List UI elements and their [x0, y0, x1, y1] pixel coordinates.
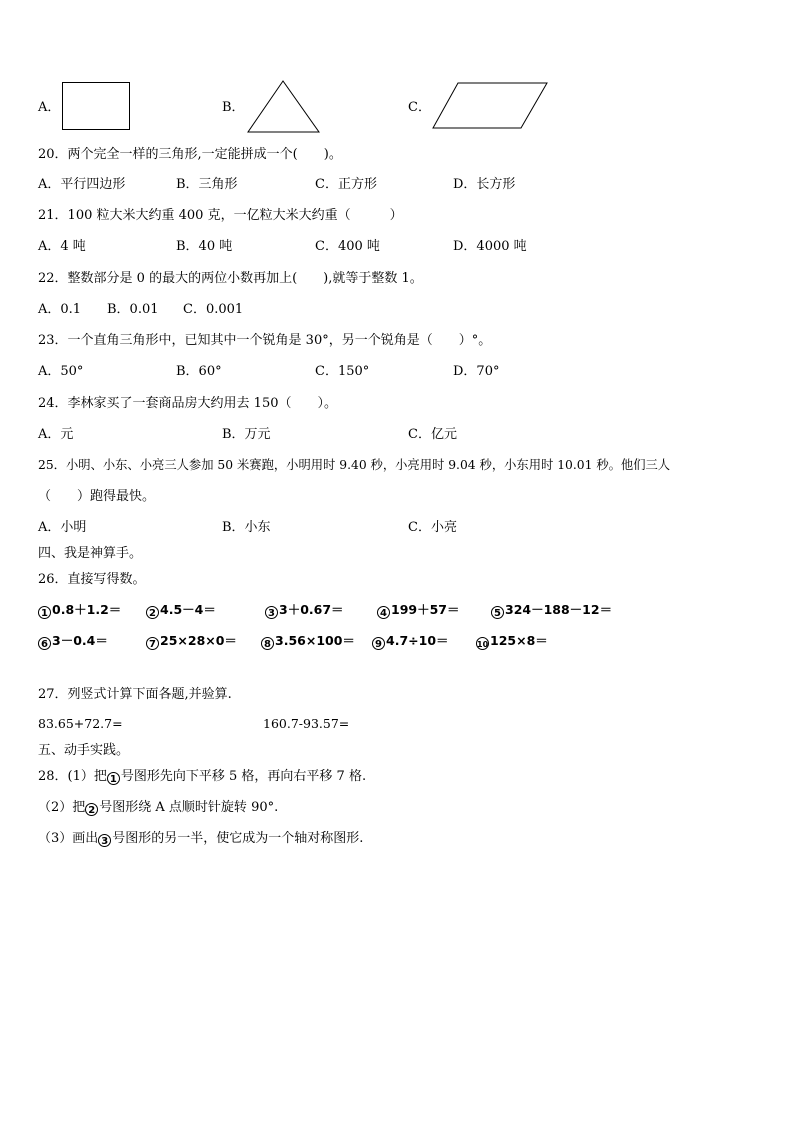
q26-item-6 — [38, 635, 108, 650]
q21-option-a: A．4 吨 — [38, 239, 86, 254]
triangle-figure — [247, 80, 321, 134]
q21-option-b: B．40 吨 — [176, 239, 233, 254]
circled-number: 3 — [98, 834, 111, 847]
circled-number: 4 — [377, 606, 390, 619]
q21-option-d: D．4000 吨 — [453, 239, 527, 254]
circled-number: 5 — [491, 606, 504, 619]
q26-expression: 199＋57＝ — [391, 602, 460, 617]
q19-option-b-label: B． — [222, 100, 245, 115]
q23-stem: 23．一个直角三角形中，已知其中一个锐角是 30°，另一个锐角是（ ）°。 — [38, 333, 492, 348]
q20-option-b: B．三角形 — [176, 177, 238, 192]
q26-item-4 — [377, 604, 460, 619]
q26-expression: 3.56×100＝ — [275, 633, 355, 648]
q25-option-b: B．小东 — [222, 520, 271, 535]
q26-item-7 — [146, 635, 237, 650]
q28-line1 — [38, 770, 366, 785]
circled-number: 10 — [476, 637, 489, 650]
q20-option-d: D．长方形 — [453, 177, 516, 192]
q23-option-b: B．60° — [176, 364, 222, 379]
q26-item-9 — [372, 635, 449, 650]
q28-line1-text: 号图形先向下平移 5 格，再向右平移 7 格. — [120, 769, 367, 784]
q25-stem-line1: 25．小明、小东、小亮三人参加 50 米赛跑，小明用时 9.40 秒，小亮用时 9.04 秒，小东用时 10.01 秒。他们三人 — [38, 458, 671, 472]
circled-number: 3 — [265, 606, 278, 619]
circled-number: 2 — [146, 606, 159, 619]
q22-option-a: A．0.1 — [38, 302, 82, 317]
q20-option-c: C．正方形 — [315, 177, 377, 192]
q26-item-5 — [491, 604, 612, 619]
q28-line3 — [38, 832, 363, 847]
q23-option-a: A．50° — [38, 364, 84, 379]
circled-number: 1 — [107, 772, 120, 785]
q26-item-10 — [476, 635, 548, 650]
q28-line2 — [38, 801, 278, 816]
circled-number: 6 — [38, 637, 51, 650]
q26-expression: 125×8＝ — [490, 633, 548, 648]
q25-option-a: A．小明 — [38, 520, 87, 535]
q25-option-c: C．小亮 — [408, 520, 457, 535]
q23-option-c: C．150° — [315, 364, 370, 379]
q26-expression: 0.8＋1.2＝ — [52, 602, 122, 617]
circled-number: 9 — [372, 637, 385, 650]
q26-expression: 4.7÷10＝ — [386, 633, 449, 648]
q26-item-2 — [146, 604, 216, 619]
q25-stem-line2: （ ）跑得最快。 — [38, 489, 156, 504]
q24-option-b: B．万元 — [222, 427, 271, 442]
circled-number: 8 — [261, 637, 274, 650]
q27-item-1: 83.65+72.7= — [38, 716, 123, 731]
q22-option-b: B．0.01 — [107, 302, 159, 317]
q22-stem: 22．整数部分是 0 的最大的两位小数再加上( ),就等于整数 1。 — [38, 271, 423, 286]
q21-stem: 21．100 粒大米大约重 400 克，一亿粒大米大约重（ ） — [38, 208, 403, 223]
q28-line1-prefix: 28．(1）把 — [38, 769, 107, 784]
q26-expression: 3＋0.67＝ — [279, 602, 344, 617]
q28-line3-text: 号图形的另一半，使它成为一个轴对称图形. — [112, 831, 364, 846]
rectangle-figure — [62, 82, 132, 132]
q20-option-a: A．平行四边形 — [38, 177, 126, 192]
circled-number: 2 — [85, 803, 98, 816]
q28-line2-text: 号图形绕 A 点顺时针旋转 90°. — [99, 800, 279, 815]
q28-line2-prefix: （2）把 — [38, 800, 86, 815]
q26-expression: 4.5－4＝ — [160, 602, 216, 617]
q24-option-a: A．元 — [38, 427, 74, 442]
q21-option-c: C．400 吨 — [315, 239, 380, 254]
q27-item-2: 160.7-93.57= — [263, 716, 350, 731]
section-5-heading: 五、动手实践。 — [38, 743, 130, 758]
q19-option-c-label: C． — [408, 100, 431, 115]
parallelogram-figure — [432, 82, 550, 130]
q24-option-c: C．亿元 — [408, 427, 457, 442]
q27-stem: 27．列竖式计算下面各题,并验算. — [38, 687, 232, 702]
q22-option-c: C．0.001 — [183, 302, 244, 317]
q28-line3-prefix: （3）画出 — [38, 831, 99, 846]
circled-number: 7 — [146, 637, 159, 650]
q19-option-a-label: A． — [38, 100, 61, 115]
q23-option-d: D．70° — [453, 364, 500, 379]
q26-expression: 25×28×0＝ — [160, 633, 237, 648]
section-4-heading: 四、我是神算手。 — [38, 546, 143, 561]
q20-stem: 20．两个完全一样的三角形,一定能拼成一个( )。 — [38, 147, 342, 162]
q26-expression: 3－0.4＝ — [52, 633, 108, 648]
q26-item-3 — [265, 604, 344, 619]
q26-stem: 26．直接写得数。 — [38, 572, 146, 587]
q26-expression: 324－188－12＝ — [505, 602, 613, 617]
q26-item-1 — [38, 604, 121, 619]
circled-number: 1 — [38, 606, 51, 619]
q24-stem: 24．李林家买了一套商品房大约用去 150（ ）。 — [38, 396, 337, 411]
q26-item-8 — [261, 635, 355, 650]
